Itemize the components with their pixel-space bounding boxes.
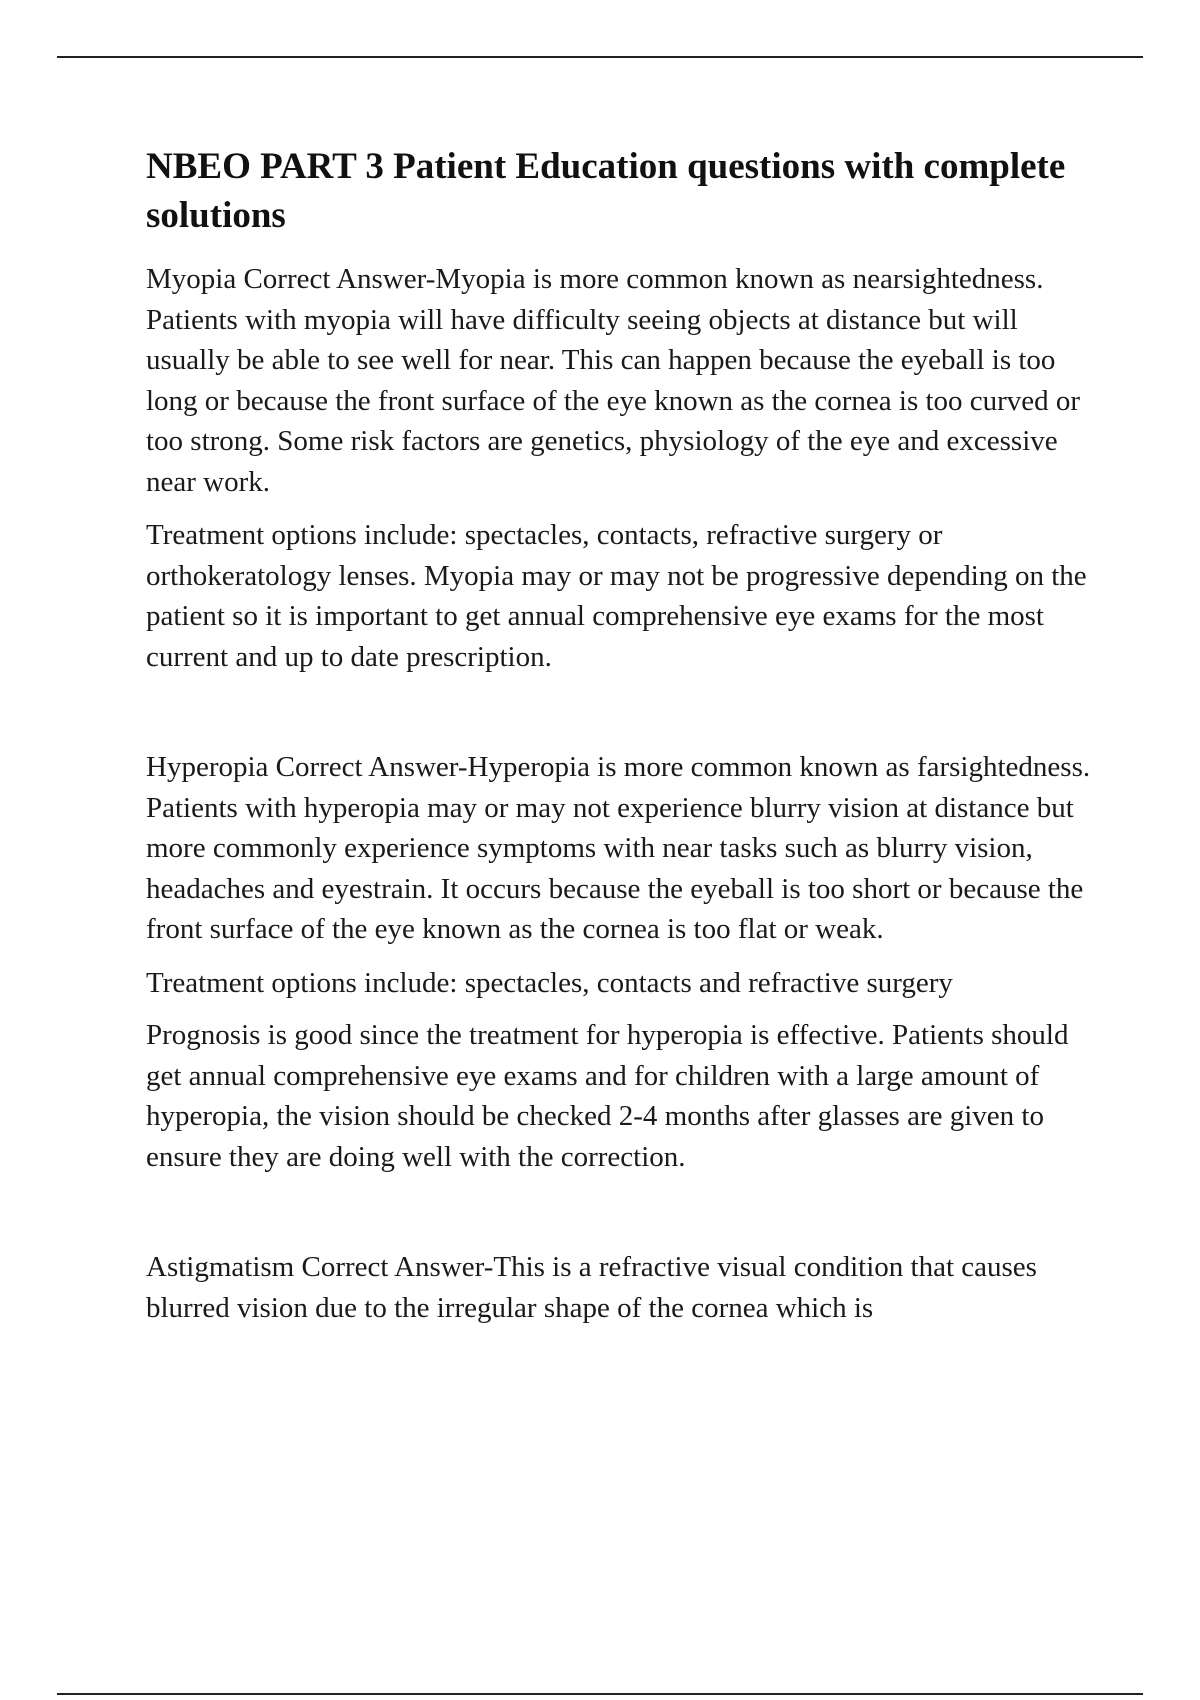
paragraph-hyperopia: Hyperopia Correct Answer-Hyperopia is more common known as farsightedness. Patients with hyperopia may or may not experience blurry vision at distance but more commonly experience symptoms with near tasks such as blurry vision, headaches and eyestrain. It occurs because the eyeball is too short or because the front surface of the eye known as the cornea is too flat or weak.	[146, 751, 1091, 945]
document-title: NBEO PART 3 Patient Education questions with complete solutions	[146, 146, 1066, 236]
paragraph-hyperopia-treatment: Treatment options include: spectacles, contacts and refractive surgery	[146, 966, 953, 999]
paragraph-myopia: Myopia Correct Answer-Myopia is more common known as nearsightedness. Patients with myopia will have difficulty seeing objects at distance but will usually be able to see well for near. This can happen because the eyeball is too long or because the front surface of the eye known as the cornea is too curved or too strong. Some risk factors are genetics, physiology of the eye and excessive near work.	[146, 263, 1081, 498]
paragraph-myopia-treatment: Treatment options include: spectacles, contacts, refractive surgery or orthokeratology lenses. Myopia may or may not be progressive depending on the patient so it is important to get annual comprehensive eye exams for the most current and up to date prescription.	[146, 519, 1087, 673]
header-rule	[57, 56, 1143, 58]
paragraph-hyperopia-prognosis: Prognosis is good since the treatment for hyperopia is effective. Patients should get annual comprehensive eye exams and for children with a large amount of hyperopia, the vision should be checked 2-4 months after glasses are given to ensure they are doing well with the correction.	[146, 1019, 1069, 1173]
footer-rule	[57, 1693, 1143, 1695]
paragraph-astigmatism: Astigmatism Correct Answer-This is a refractive visual condition that causes blurred vision due to the irregular shape of the cornea which is	[146, 1251, 1037, 1324]
document-body	[146, 142, 1106, 1328]
